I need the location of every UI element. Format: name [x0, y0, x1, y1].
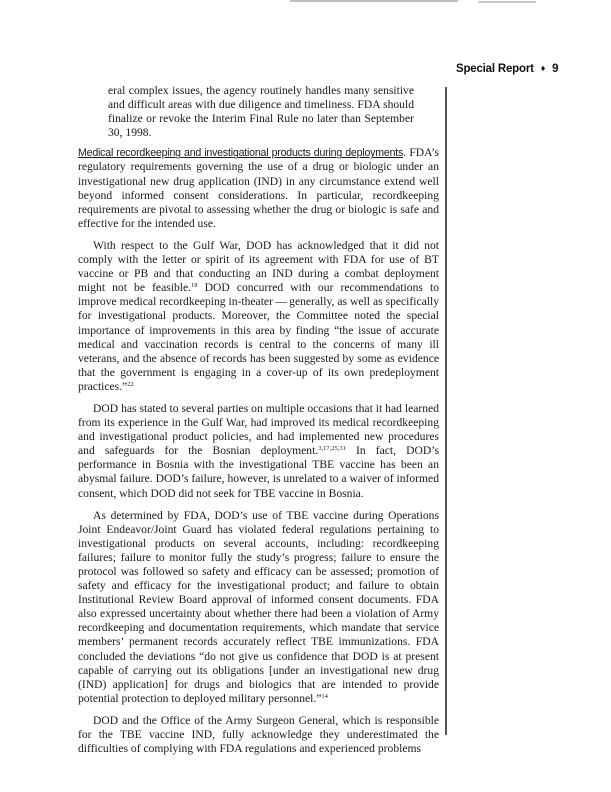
margin-change-bar [445, 87, 447, 735]
section-title: Special Report [456, 63, 534, 75]
body-paragraph [78, 714, 439, 764]
scan-edge-mark [478, 1, 536, 3]
footnote-ref: 3,17,25,31 [318, 445, 346, 453]
paragraph-text: As determined by FDA, DOD’s use of TBE vaccine during Operations Joint Endeavor/Joint Guard has violated federal regulations pertaining to investigational products on several accounts, including: recordkeeping failures; failure to monitor fully the study’s progress; failure to ensure the protocol was followed so safety and efficacy can be assessed; promotion of safety and efficacy for the investigational product; and failure to obtain Institutional Review Board approval of informed consent documents. FDA also expressed uncertainty about whether there had been a violation of Army recordkeeping and documentation requirements, which mandate that service members’ permanent records accurately reflect TBE immunizations. FDA concluded the deviations “do not give us confidence that DOD is at present capable of carrying out its obligations [under an investigational new drug (IND) application] for drugs and biologics that are intended to provide potential protection to deployed military personnel.” [78, 508, 439, 705]
diamond-bullet-icon: ♦ [540, 63, 546, 73]
running-header [456, 63, 558, 75]
body-paragraph [78, 402, 439, 509]
scan-edge-rule [290, 0, 458, 2]
footnote-ref: 22 [127, 380, 134, 388]
run-in-heading: Medical recordkeeping and investigational products during deployments [78, 147, 404, 160]
heading-punct: . [403, 146, 407, 160]
page-number: 9 [552, 63, 559, 75]
body-text-column [78, 84, 439, 764]
footnote-ref: 18 [191, 282, 198, 290]
footnote-ref: 14 [321, 692, 328, 700]
paragraph-text: DOD has stated to several parties on multiple occasions that it had learned from its experience in the Gulf War, had improved its medical recordkeeping and investigational product policies, and had implemented new procedures and safeguards for the Bosnian deployment. [78, 401, 439, 458]
section-intro-text: FDA’s regulatory requirements governing the use of a drug or biologic under an investigational new drug application (IND) in any circumstance extend well beyond informed consent considerations. In particular, recordkeeping requirements are pivotal to assessing whether the drug or biologic is safe and effective for the intended use. [78, 146, 439, 230]
body-paragraph [78, 509, 439, 714]
paragraph-text: DOD and the Office of the Army Surgeon General, which is responsible for the TBE vaccine IND, fully acknowledge they underestimated the difficulties of complying with FDA regulations and experienced problems [78, 713, 439, 756]
section-paragraph [78, 146, 439, 239]
body-paragraph [78, 239, 439, 402]
paragraph-text: DOD concurred with our recommendations to improve medical recordkeeping in-theater — generally, as well as specifically for investigational products. Moreover, the Committee noted the special importance of improvements in this area by finding “the issue of accurate medical and vaccination records is central to the concerns of many ill veterans, and the absence of records has been suggested by some as evidence that the government is engaging in a cover-up of its own predeployment practices.” [78, 281, 439, 393]
paragraph-text: With respect to the Gulf War, DOD has acknowledged that it did not comply with the letter or spirit of its agreement with FDA for use of BT vaccine or PB and that conducting an IND during a combat deployment might not be feasible. [78, 238, 439, 295]
recommendation-block: eral complex issues, the agency routinely handles many sensitive and difficult areas with due diligence and timeliness. FDA should finalize or revoke the Interim Final Rule no later than September 30, 1998. [108, 84, 414, 140]
paragraph-text: In fact, DOD’s performance in Bosnia with the investigational TBE vaccine has been an abysmal failure. DOD’s failure, however, is unrelated to a waiver of informed consent, which DOD did not seek for TBE vaccine in Bosnia. [78, 444, 439, 500]
